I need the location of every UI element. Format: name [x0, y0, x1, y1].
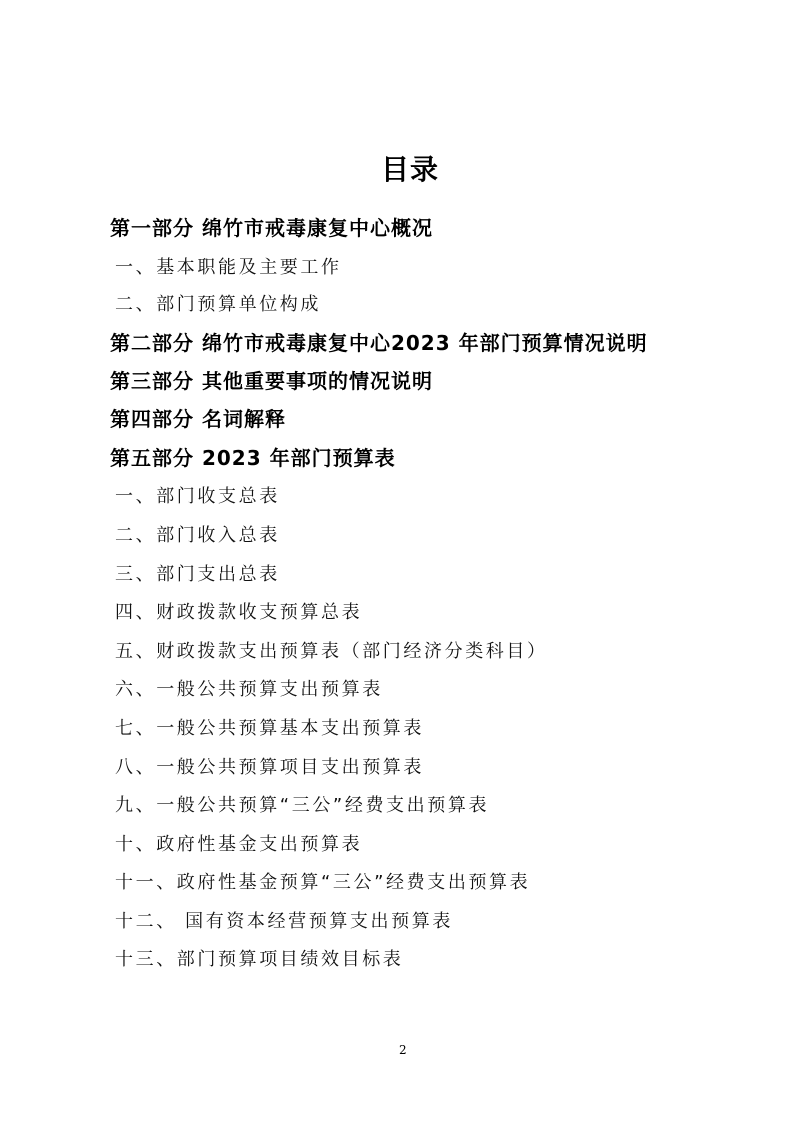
toc-part-5: 第五部分 2023 年部门预算表 — [110, 446, 396, 470]
toc-entry: 五、财政拨款支出预算表（部门经济分类科目） — [115, 641, 548, 662]
toc-entry: 十三、部门预算项目绩效目标表 — [115, 949, 404, 970]
toc-entry: 九、一般公共预算“三公”经费支出预算表 — [115, 795, 490, 816]
toc-entry: 八、一般公共预算项目支出预算表 — [115, 757, 424, 778]
toc-part-3: 第三部分 其他重要事项的情况说明 — [110, 369, 433, 393]
toc-entry: 十二、 国有资本经营预算支出预算表 — [115, 911, 453, 932]
page-number: 2 — [399, 1043, 407, 1057]
toc-part-4: 第四部分 名词解释 — [110, 407, 286, 431]
toc-entry: 四、财政拨款收支预算总表 — [115, 602, 363, 623]
toc-entry: 十、政府性基金支出预算表 — [115, 834, 363, 855]
toc-entry: 七、一般公共预算基本支出预算表 — [115, 718, 424, 739]
toc-entry: 十一、政府性基金预算“三公”经费支出预算表 — [115, 872, 531, 893]
toc-entry: 二、部门预算单位构成 — [115, 294, 321, 315]
toc-part-2: 第二部分 绵竹市戒毒康复中心2023 年部门预算情况说明 — [110, 331, 648, 355]
page-title: 目录 — [381, 153, 440, 186]
toc-entry: 二、部门收入总表 — [115, 525, 280, 546]
toc-entry: 一、基本职能及主要工作 — [115, 257, 342, 278]
toc-entry: 三、部门支出总表 — [115, 564, 280, 585]
toc-entry: 一、部门收支总表 — [115, 486, 280, 507]
toc-part-1: 第一部分 绵竹市戒毒康复中心概况 — [110, 216, 433, 240]
toc-entry: 六、一般公共预算支出预算表 — [115, 679, 383, 700]
